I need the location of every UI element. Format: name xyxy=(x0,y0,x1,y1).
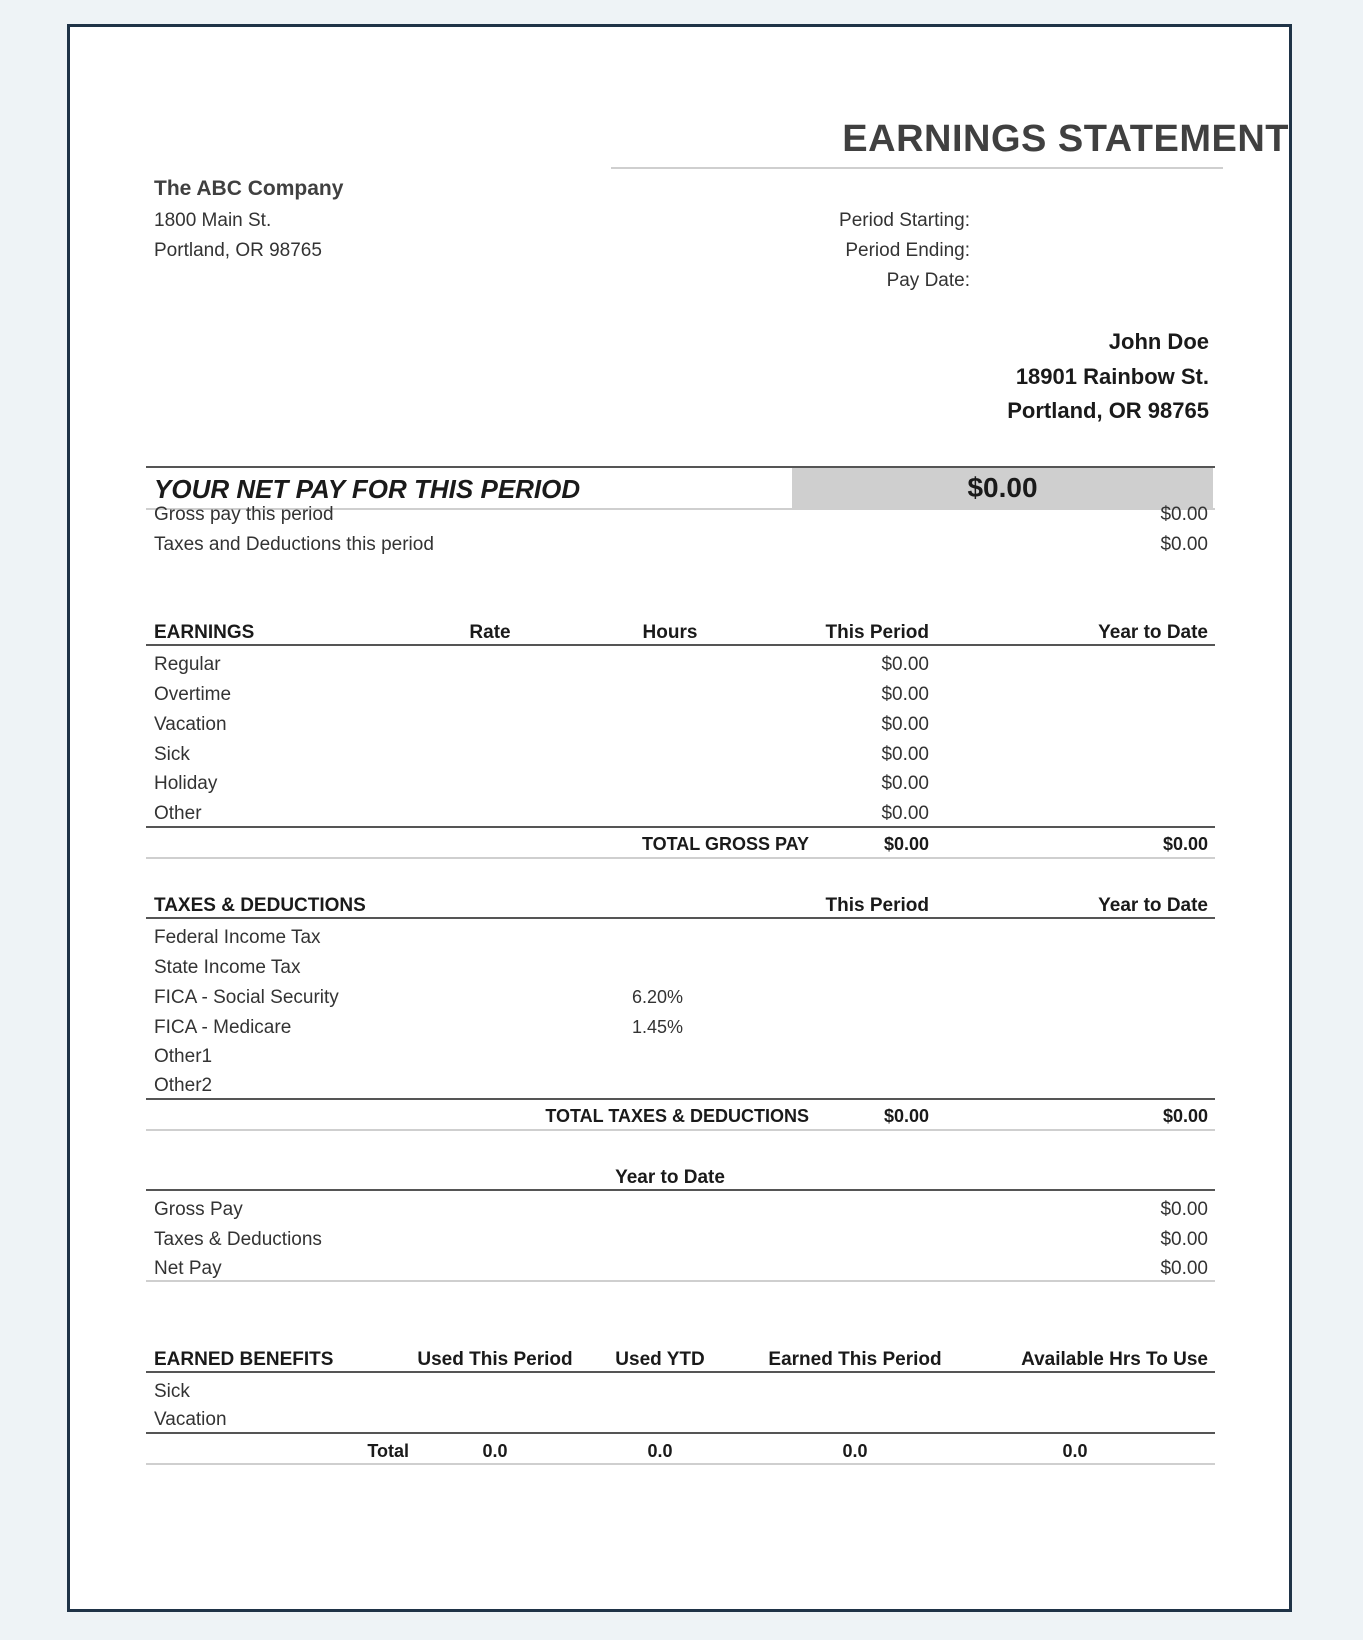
table-row: Sick xyxy=(154,1381,190,1402)
total-gross-pay-period: $0.00 xyxy=(883,834,929,854)
total-gross-pay-ytd: $0.00 xyxy=(1162,834,1208,854)
table-row: Regular xyxy=(154,654,221,675)
benefits-bottom-rule xyxy=(146,1463,1215,1465)
total-taxes-ytd: $0.00 xyxy=(1162,1106,1208,1126)
table-cell: $0.00 xyxy=(1160,1258,1208,1279)
ytd-header: Year to Date xyxy=(1098,622,1208,643)
taxes-total-rule xyxy=(146,1098,1215,1100)
taxes-ytd-header: Year to Date xyxy=(1098,895,1208,916)
table-row: FICA - Social Security xyxy=(154,987,339,1008)
earnings-header-rule xyxy=(146,644,1215,646)
table-row: Other xyxy=(154,803,202,824)
page-title: EARNINGS STATEMENT xyxy=(842,118,1289,160)
ytd-summary-header-rule xyxy=(146,1189,1215,1191)
table-row: Taxes & Deductions xyxy=(154,1229,322,1250)
earnings-statement-sheet xyxy=(67,24,1292,1612)
employee-name: John Doe xyxy=(1108,329,1209,354)
benefits-total-used-ytd: 0.0 xyxy=(647,1441,673,1461)
earnings-total-rule xyxy=(146,826,1215,828)
used-ytd-header: Used YTD xyxy=(615,1349,705,1370)
table-cell: $0.00 xyxy=(881,684,929,705)
table-row: Federal Income Tax xyxy=(154,927,321,948)
table-row: Overtime xyxy=(154,684,232,705)
benefits-total-earned: 0.0 xyxy=(842,1441,868,1461)
taxes-period-label: Taxes and Deductions this period xyxy=(154,534,434,555)
employee-street: 18901 Rainbow St. xyxy=(1015,364,1209,389)
total-taxes-label: TOTAL TAXES & DEDUCTIONS xyxy=(545,1106,809,1126)
table-row: Holiday xyxy=(154,773,218,794)
period-starting-label: Period Starting: xyxy=(839,210,970,231)
earned-this-period-header: Earned This Period xyxy=(768,1349,942,1370)
table-cell: $0.00 xyxy=(881,803,929,824)
earnings-header: EARNINGS xyxy=(154,622,255,643)
taxes-header: TAXES & DEDUCTIONS xyxy=(154,895,366,916)
benefits-total-available: 0.0 xyxy=(1062,1441,1088,1461)
fica-medicare-rate: 1.45% xyxy=(632,1017,684,1037)
table-cell: $0.00 xyxy=(881,654,929,675)
ytd-summary-bottom-rule xyxy=(146,1280,1215,1282)
net-pay-amount: $0.00 xyxy=(792,468,1213,508)
rate-header: Rate xyxy=(469,622,511,643)
company-street: 1800 Main St. xyxy=(154,210,272,231)
table-row: Gross Pay xyxy=(154,1199,243,1220)
total-gross-pay-label: TOTAL GROSS PAY xyxy=(641,834,809,854)
total-taxes-period: $0.00 xyxy=(883,1106,929,1126)
table-row: Sick xyxy=(154,744,190,765)
gross-pay-period-label: Gross pay this period xyxy=(154,504,334,525)
employee-city: Portland, OR 98765 xyxy=(1007,398,1209,423)
period-ending-label: Period Ending: xyxy=(845,240,970,261)
taxes-this-period-header: This Period xyxy=(825,895,929,916)
benefits-total-rule xyxy=(146,1432,1215,1434)
available-hrs-header: Available Hrs To Use xyxy=(1021,1349,1208,1370)
title-divider xyxy=(611,167,1223,169)
benefits-total-label: Total xyxy=(367,1441,409,1461)
table-row: Other1 xyxy=(154,1046,213,1067)
benefits-total-used-period: 0.0 xyxy=(482,1441,508,1461)
table-cell: $0.00 xyxy=(881,714,929,735)
table-row: Net Pay xyxy=(154,1258,222,1279)
taxes-period-value: $0.00 xyxy=(1160,534,1208,555)
table-row: Vacation xyxy=(154,714,227,735)
table-row: Other2 xyxy=(154,1075,213,1096)
table-cell: $0.00 xyxy=(1160,1199,1208,1220)
fica-ss-rate: 6.20% xyxy=(632,987,684,1007)
table-row: FICA - Medicare xyxy=(154,1017,292,1038)
ytd-summary-header: Year to Date xyxy=(615,1167,725,1188)
net-pay-label: YOUR NET PAY FOR THIS PERIOD xyxy=(154,474,581,504)
pay-date-label: Pay Date: xyxy=(886,270,970,291)
table-cell: $0.00 xyxy=(881,773,929,794)
table-cell: $0.00 xyxy=(1160,1229,1208,1250)
hours-header: Hours xyxy=(642,622,698,643)
gross-pay-period-value: $0.00 xyxy=(1160,504,1208,525)
benefits-header-rule xyxy=(146,1371,1215,1373)
taxes-bottom-rule xyxy=(146,1129,1215,1131)
earnings-bottom-rule xyxy=(146,857,1215,859)
taxes-header-rule xyxy=(146,917,1215,919)
table-row: State Income Tax xyxy=(154,957,301,978)
company-name: The ABC Company xyxy=(154,177,344,200)
company-city: Portland, OR 98765 xyxy=(154,240,322,261)
used-this-period-header: Used This Period xyxy=(417,1349,573,1370)
table-cell: $0.00 xyxy=(881,744,929,765)
this-period-header: This Period xyxy=(825,622,929,643)
benefits-header: EARNED BENEFITS xyxy=(154,1349,334,1370)
table-row: Vacation xyxy=(154,1409,227,1430)
